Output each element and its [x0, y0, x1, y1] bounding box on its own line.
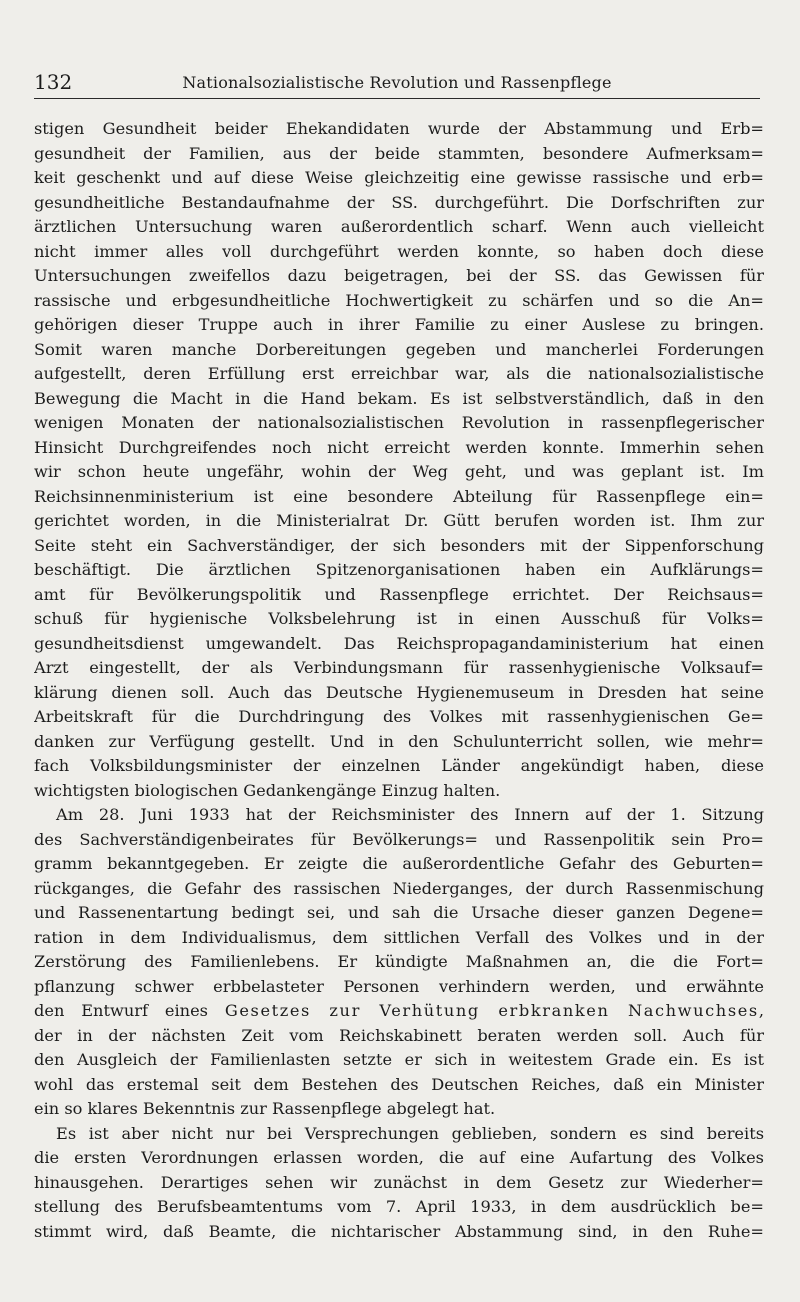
text-line: die ersten Verordnungen erlassen worden, die auf eine Aufartung des Volkes — [34, 1148, 764, 1167]
text-line: gerichtet worden, in die Ministerialrat Dr. Gütt berufen worden ist. Ihm zur — [34, 511, 764, 530]
text-line: den Ausgleich der Familienlasten setzte er sich in weitestem Grade ein. Es ist — [34, 1050, 764, 1069]
text-line: stimmt wird, daß Beamte, die nichtarischer Abstammung sind, in den Ruhe= — [34, 1221, 764, 1241]
text-line: pflanzung schwer erbbelasteter Personen verhindern werden, und erwähnte — [34, 976, 764, 996]
paragraph-end-line: wichtigsten biologischen Gedankengänge Einzug halten. — [34, 780, 501, 800]
text-line: wir schon heute ungefähr, wohin der Weg geht, und was geplant ist. Im — [34, 462, 764, 481]
text-line: Zerstörung des Familienlebens. Er kündigte Maßnahmen an, die die Fort= — [34, 952, 764, 971]
text-line: gesundheitsdienst umgewandelt. Das Reichspropagandaministerium hat einen — [34, 633, 764, 653]
text-line-emphasis — [34, 999, 764, 1024]
text-line: klärung dienen soll. Auch das Deutsche Hygienemuseum in Dresden hat seine — [34, 682, 764, 702]
text-line: stellung des Berufsbeamtentums vom 7. April 1933, in dem ausdrücklich be= — [34, 1197, 764, 1216]
text-line: gesundheit der Familien, aus der beide stammten, besondere Aufmerksam= — [34, 143, 764, 163]
text-line: wohl das erstemal seit dem Bestehen des Deutschen Reiches, daß ein Minister — [34, 1074, 764, 1094]
text-line: rassische und erbgesundheitliche Hochwertigkeit zu schärfen und so die An= — [34, 290, 764, 310]
text-line: ärztlichen Untersuchung waren außerordentlich scharf. Wenn auch vielleicht — [34, 217, 764, 236]
paragraph-end-line: ein so klares Bekenntnis zur Rassenpflege abgelegt hat. — [34, 1099, 496, 1118]
text-line: Arbeitskraft für die Durchdringung des Volkes mit rassenhygienischen Ge= — [34, 707, 764, 726]
text-line: beschäftigt. Die ärztlichen Spitzenorganisationen haben ein Aufklärungs= — [34, 560, 764, 579]
text-line: aufgestellt, deren Erfüllung erst erreichbar war, als die nationalsozialistische — [34, 364, 764, 383]
text-line: Bewegung die Macht in die Hand bekam. Es ist selbstverständlich, daß in den — [34, 388, 764, 408]
running-head — [34, 72, 760, 99]
body-text — [34, 117, 764, 1244]
paragraph-start-line: Am 28. Juni 1933 hat der Reichsminister des Innern auf der 1. Sitzung — [56, 805, 764, 824]
text-line: ration in dem Individualismus, dem sittlichen Verfall des Volkes und in der — [34, 927, 764, 947]
text-line: rückganges, die Gefahr des rassischen Niederganges, der durch Rassenmischung — [34, 878, 764, 898]
text-line: stigen Gesundheit beider Ehekandidaten wurde der Abstammung und Erb= — [34, 119, 764, 138]
text-line: hinausgehen. Derartiges sehen wir zunächst in dem Gesetz zur Wiederher= — [34, 1172, 764, 1192]
spaced-emphasis: Gesetzes zur Verhütung erbkranken Nachwuchses — [224, 1001, 759, 1020]
text-line: amt für Bevölkerungspolitik und Rassenpflege errichtet. Der Reichsaus= — [34, 584, 764, 604]
text-line: Somit waren manche Dorbereitungen gegeben und mancherlei Forderungen — [34, 339, 764, 359]
text-line: danken zur Verfügung gestellt. Und in den Schulunterricht sollen, wie mehr= — [34, 731, 764, 751]
paragraph-start-line: Es ist aber nicht nur bei Versprechungen geblieben, sondern es sind bereits — [56, 1123, 764, 1143]
text-line: schuß für hygienische Volksbelehrung ist in einen Ausschuß für Volks= — [34, 609, 764, 628]
text-line: des Sachverständigenbeirates für Bevölkerungs= und Rassenpolitik sein Pro= — [34, 829, 764, 849]
text-line: gehörigen dieser Truppe auch in ihrer Familie zu einer Auslese zu bringen. — [34, 315, 764, 334]
text-line: gesundheitliche Bestandaufnahme der SS. durchgeführt. Die Dorfschriften zur — [34, 192, 764, 212]
text-line: und Rassenentartung bedingt sei, und sah die Ursache dieser ganzen Degene= — [34, 903, 764, 922]
emphasis-after: , — [758, 1001, 764, 1020]
text-line: Arzt eingestellt, der als Verbindungsmann für rassenhygienische Volksauf= — [34, 658, 764, 677]
text-line: fach Volksbildungsminister der einzelnen Länder angekündigt haben, diese — [34, 756, 764, 775]
text-line: Reichsinnenministerium ist eine besondere Abteilung für Rassenpflege ein= — [34, 486, 764, 506]
text-line: gramm bekanntgegeben. Er zeigte die außerordentliche Gefahr des Geburten= — [34, 854, 764, 873]
text-line: Seite steht ein Sachverständiger, der sich besonders mit der Sippenforschung — [34, 535, 764, 555]
text-line: Untersuchungen zweifellos dazu beigetragen, bei der SS. das Gewissen für — [34, 266, 764, 285]
text-line: keit geschenkt und auf diese Weise gleichzeitig eine gewisse rassische und erb= — [34, 168, 764, 187]
text-line: der in der nächsten Zeit vom Reichskabinett beraten werden soll. Auch für — [34, 1025, 764, 1045]
text-line: nicht immer alles voll durchgeführt werden konnte, so haben doch diese — [34, 241, 764, 261]
text-line: wenigen Monaten der nationalsozialistischen Revolution in rassenpflegerischer — [34, 413, 764, 432]
text-line: Hinsicht Durchgreifendes noch nicht erreicht werden konnte. Immerhin sehen — [34, 437, 764, 457]
page-number: 132 — [34, 70, 73, 94]
emphasis-before: den Entwurf eines — [34, 1001, 225, 1020]
running-title: Nationalsozialistische Revolution und Rassenpflege — [182, 73, 612, 92]
